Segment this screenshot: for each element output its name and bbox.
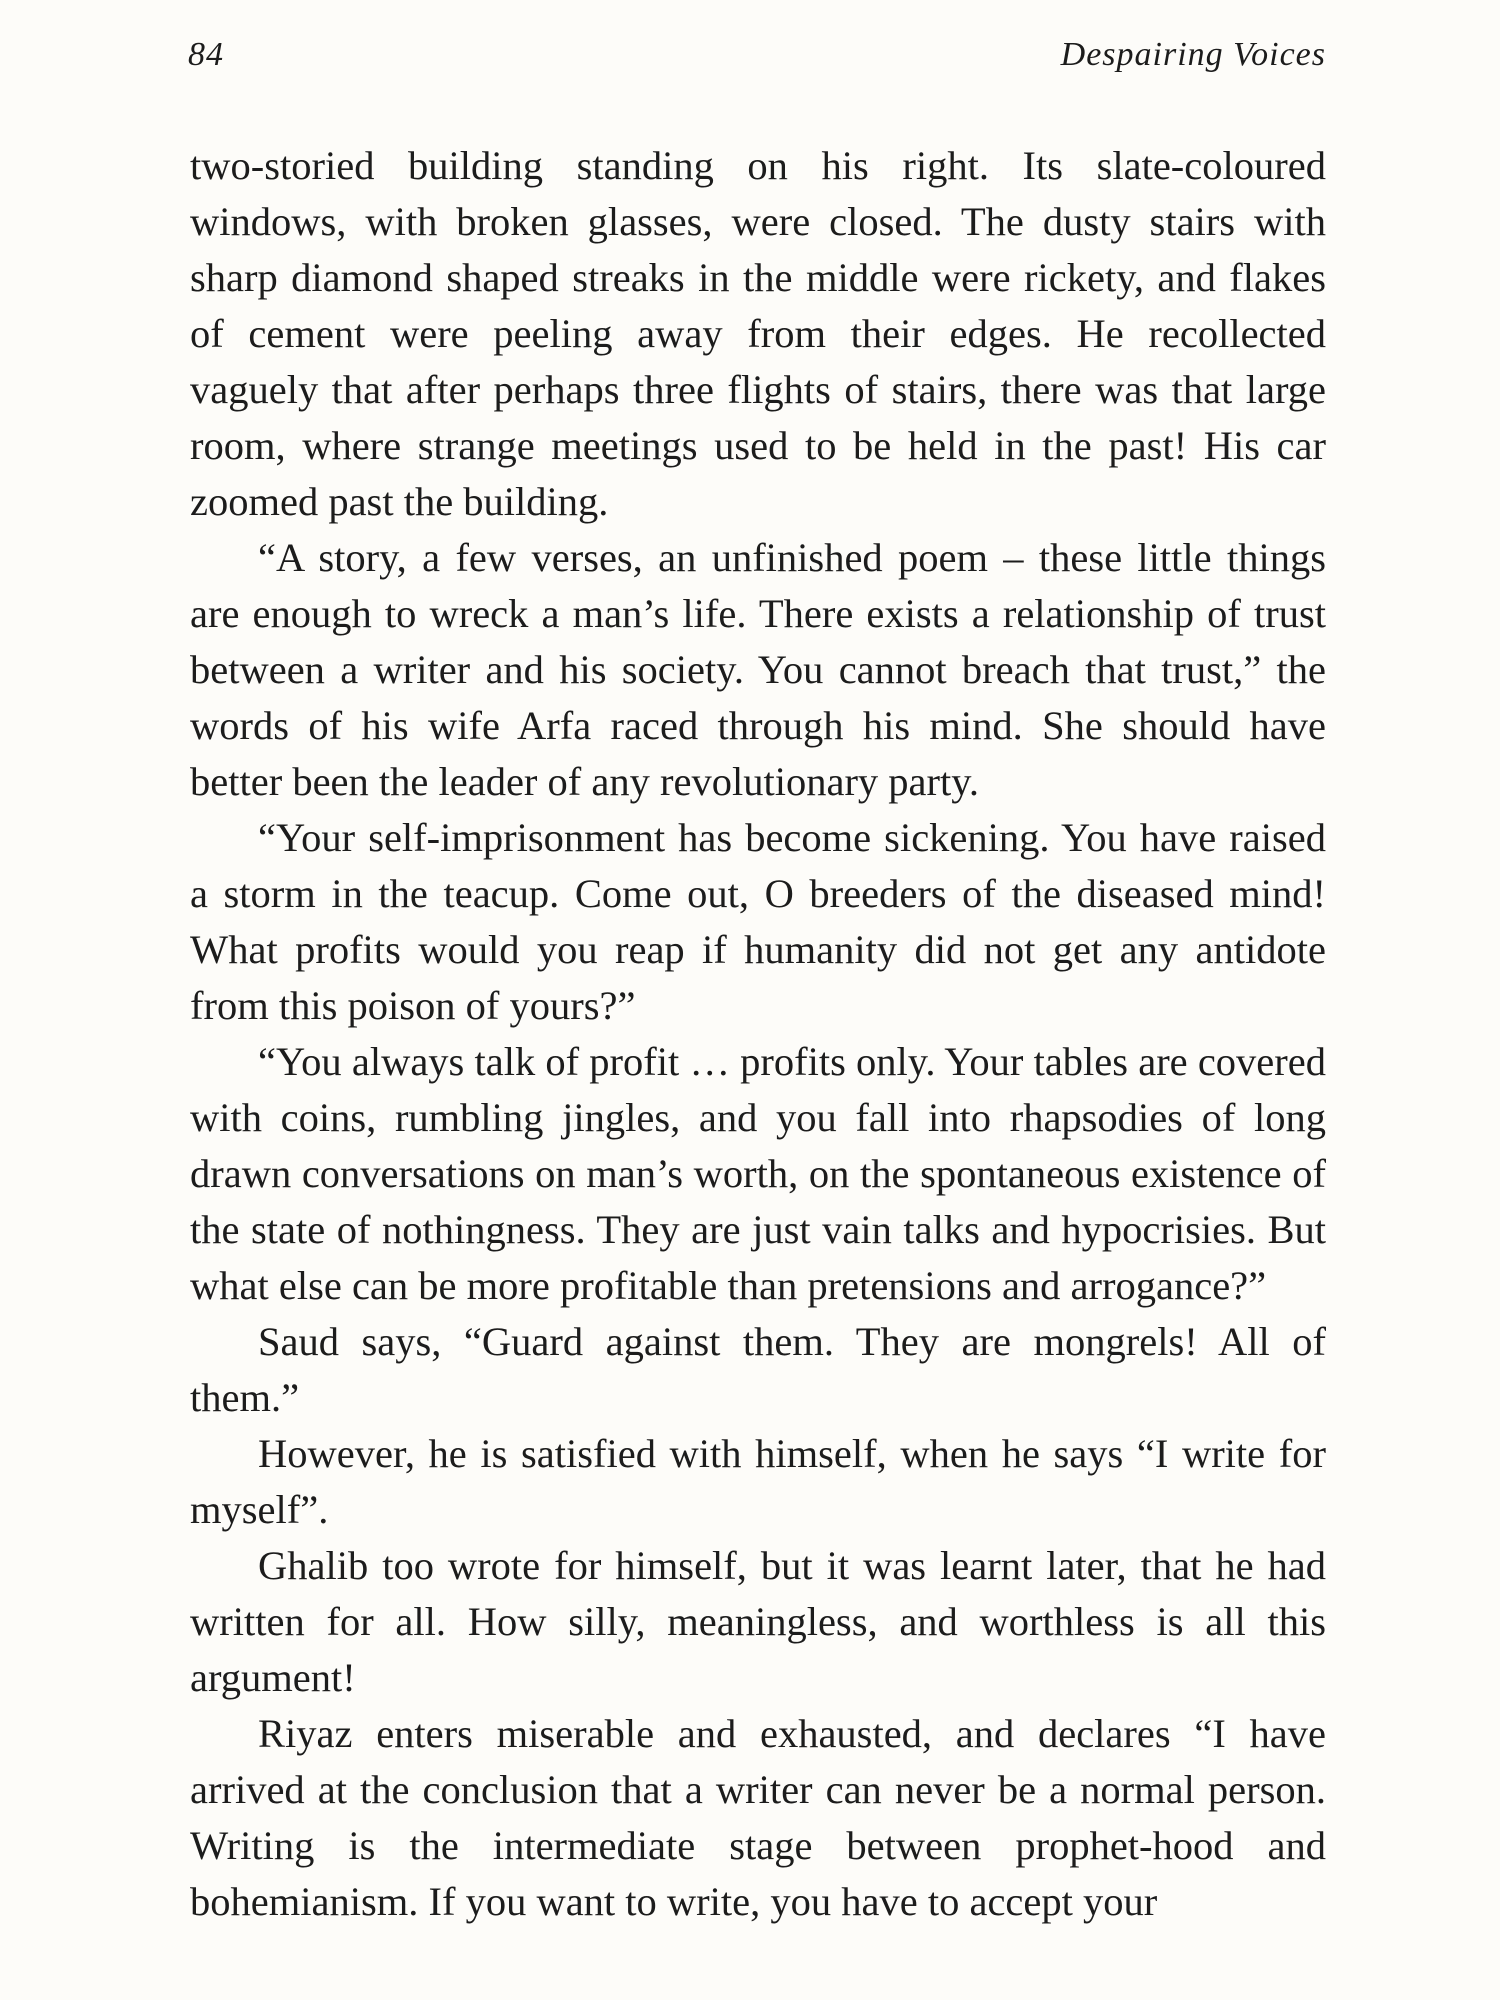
paragraph: Saud says, “Guard against them. They are mongrels! All of them.”	[190, 1319, 1326, 1420]
paragraph: “You always talk of profit … profits only. Your tables are covered with coins, rumbling jingles, and you fall into rhapsodies of long drawn conversations on man’s worth, on the spontaneous existence of the state of nothingness. They are just vain talks and hypocrisies. But what else can be more profitable than pretensions and arrogance?”	[190, 1039, 1326, 1308]
paragraph: two-storied building standing on his right. Its slate-coloured windows, with broken glasses, were closed. The dusty stairs with sharp diamond shaped streaks in the middle were rickety, and flakes of cement were peeling away from their edges. He recollected vaguely that after perhaps three flights of stairs, there was that large room, where strange meetings used to be held in the past! His car zoomed past the building.	[190, 143, 1326, 524]
paragraph: Ghalib too wrote for himself, but it was learnt later, that he had written for all. How silly, meaningless, and worthless is all this argument!	[190, 1543, 1326, 1700]
running-title: Despairing Voices	[1060, 36, 1326, 73]
page-number: 84	[188, 36, 224, 73]
running-header	[188, 28, 1326, 88]
body-text	[190, 138, 1326, 1930]
paragraph: Riyaz enters miserable and exhausted, and declares “I have arrived at the conclusion that a writer can never be a normal person. Writing is the intermediate stage between prophet-hood and bohemianism. If you want to write, you have to accept your	[190, 1711, 1326, 1924]
paragraph: “Your self-imprisonment has become sickening. You have raised a storm in the teacup. Come out, O breeders of the diseased mind! What profits would you reap if humanity did not get any antidote from this poison of yours?”	[190, 815, 1326, 1028]
paragraph: “A story, a few verses, an unfinished poem – these little things are enough to wreck a man’s life. There exists a relationship of trust between a writer and his society. You cannot breach that trust,” the words of his wife Arfa raced through his mind. She should have better been the leader of any revolutionary party.	[190, 535, 1326, 804]
paragraph: However, he is satisfied with himself, when he says “I write for myself”.	[190, 1431, 1326, 1532]
